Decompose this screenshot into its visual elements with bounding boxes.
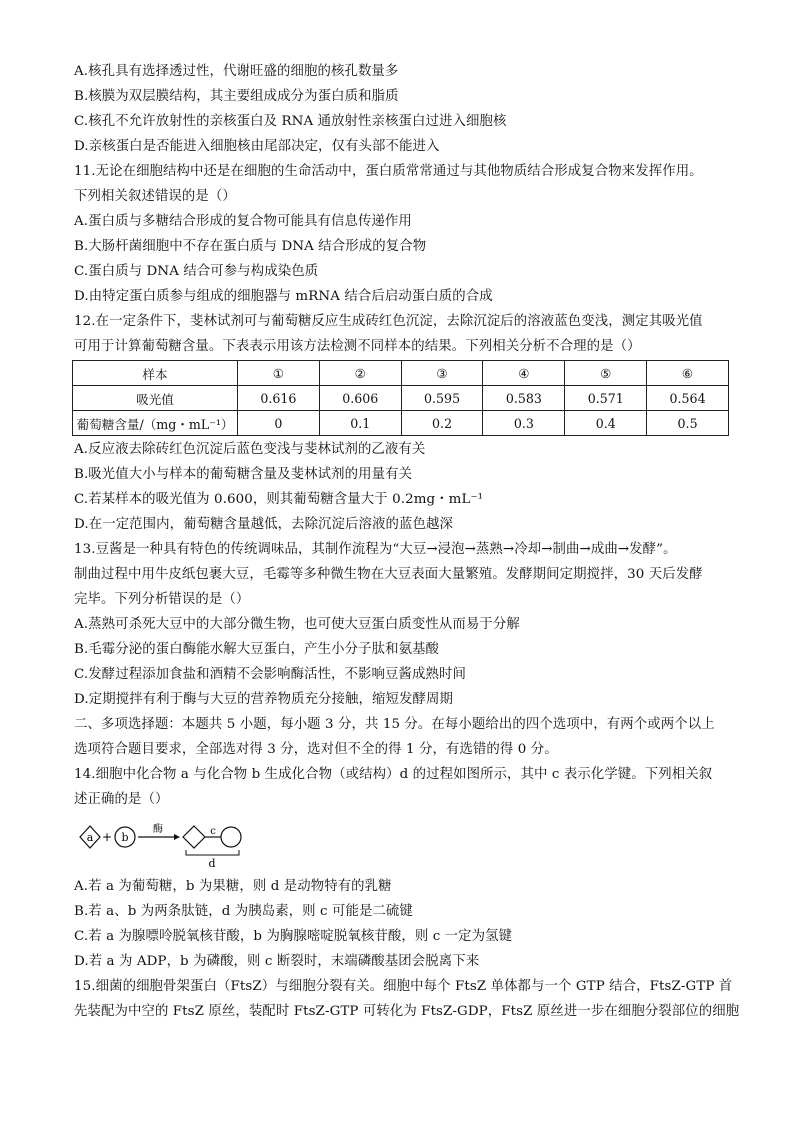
q14-option-b: B.若 a、b 为两条肽链，d 为胰岛素，则 c 可能是二硫键 [74, 904, 413, 919]
label-a: a [86, 831, 94, 844]
label-d: d [208, 857, 216, 870]
reaction-diagram [76, 822, 256, 872]
circle-d-shape [221, 827, 241, 847]
q15-stem: 15.细菌的细胞骨架蛋白（FtsZ）与细胞分裂有关。细胞中每个 FtsZ 单体都与一个 GTP 结合，FtsZ-GTP 首 [74, 979, 733, 994]
table-header-cell: 样本 [73, 361, 238, 386]
q12-stem: 12.在一定条件下，斐林试剂可与葡萄糖反应生成砖红色沉淀，去除沉淀后的溶液蓝色变浅，测定其吸光值 [74, 314, 703, 329]
q11-option-d: D.由特定蛋白质参与组成的细胞器与 mRNA 结合后启动蛋白质的合成 [74, 289, 493, 304]
q14-option-c: C.若 a 为腺嘌呤脱氧核苷酸，b 为胸腺嘧啶脱氧核苷酸，则 c 一定为氢键 [74, 929, 513, 944]
table-cell: 0.564 [647, 386, 729, 411]
table-cell: ③ [401, 361, 483, 386]
table-cell: 0.5 [647, 411, 729, 436]
q10-option-d: D.亲核蛋白是否能进入细胞核由尾部决定，仅有头部不能进入 [74, 139, 440, 154]
q13-option-a: A.蒸熟可杀死大豆中的大部分微生物，也可使大豆蛋白质变性从而易于分解 [74, 617, 520, 632]
arrow-head-icon [174, 834, 180, 840]
table-cell: 0.606 [319, 386, 401, 411]
table-cell: ① [238, 361, 320, 386]
q14-option-a: A.若 a 为葡萄糖，b 为果糖，则 d 是动物特有的乳糖 [74, 879, 392, 894]
table-row [73, 386, 729, 411]
table-cell: 0.616 [238, 386, 320, 411]
q11-option-a: A.蛋白质与多糖结合形成的复合物可能具有信息传递作用 [74, 214, 412, 229]
absorbance-table [72, 360, 729, 436]
q10-option-b: B.核膜为双层膜结构，其主要组成成分为蛋白质和脂质 [74, 89, 399, 104]
table-header-cell: 吸光值 [73, 386, 238, 411]
q11-stem-cont: 下列相关叙述错误的是（） [74, 189, 236, 204]
q13-stem-cont2: 完毕。下列分析错误的是（） [74, 592, 250, 607]
table-cell: ⑤ [565, 361, 647, 386]
q13-option-b: B.毛霉分泌的蛋白酶能水解大豆蛋白，产生小分子肽和氨基酸 [74, 642, 440, 657]
table-cell: 0 [238, 411, 320, 436]
q13-stem-cont: 制曲过程中用牛皮纸包裹大豆，毛霉等多种微生物在大豆表面大量繁殖。发酵期间定期搅拌，30 天后发酵 [74, 567, 703, 582]
table-cell: 0.583 [483, 386, 565, 411]
q14-stem-cont: 述正确的是（） [74, 792, 169, 807]
table-cell: ⑥ [647, 361, 729, 386]
q12-stem-cont: 可用于计算葡萄糖含量。下表表示用该方法检测不同样本的结果。下列相关分析不合理的是（） [74, 339, 641, 354]
table-cell: 0.595 [401, 386, 483, 411]
q15-stem-cont: 先装配为中空的 FtsZ 原丝，装配时 FtsZ-GTP 可转化为 FtsZ-GDP，FtsZ 原丝进一步在细胞分裂部位的细胞 [74, 1004, 740, 1019]
q12-option-c: C.若某样本的吸光值为 0.600，则其葡萄糖含量大于 0.2mg・mL⁻¹ [74, 492, 484, 507]
enzyme-label: 酶 [153, 824, 163, 835]
table-cell: 0.4 [565, 411, 647, 436]
table-cell: ④ [483, 361, 565, 386]
q11-stem: 11.无论在细胞结构中还是在细胞的生命活动中，蛋白质常常通过与其他物质结合形成复合物来发挥作用。 [74, 164, 703, 179]
section-2-heading: 二、多项选择题：本题共 5 小题，每小题 3 分，共 15 分。在每小题给出的四个选项中，有两个或两个以上 [74, 717, 715, 732]
q10-option-a: A.核孔具有选择透过性，代谢旺盛的细胞的核孔数量多 [74, 64, 399, 79]
table-cell: 0.571 [565, 386, 647, 411]
table-cell: 0.1 [319, 411, 401, 436]
table-row [73, 411, 729, 436]
q11-option-c: C.蛋白质与 DNA 结合可参与构成染色质 [74, 264, 319, 279]
label-c: c [210, 826, 216, 837]
q12-option-b: B.吸光值大小与样本的葡萄糖含量及斐林试剂的用量有关 [74, 467, 413, 482]
q13-option-d: D.定期搅拌有利于酶与大豆的营养物质充分接触，缩短发酵周期 [74, 692, 453, 707]
q10-option-c: C.核孔不允许放射性的亲核蛋白及 RNA 通放射性亲核蛋白过进入细胞核 [74, 114, 507, 129]
q11-option-b: B.大肠杆菌细胞中不存在蛋白质与 DNA 结合形成的复合物 [74, 239, 427, 254]
table-header-cell: 葡萄糖含量/（mg・mL⁻¹） [73, 411, 238, 436]
table-cell: 0.2 [401, 411, 483, 436]
label-b: b [121, 831, 129, 844]
plus-sign: + [101, 830, 113, 844]
bracket-d [186, 850, 239, 855]
table-cell: 0.3 [483, 411, 565, 436]
q12-option-d: D.在一定范围内，葡萄糖含量越低，去除沉淀后溶液的蓝色越深 [74, 517, 453, 532]
q13-option-c: C.发酵过程添加食盐和酒精不会影响酶活性，不影响豆酱成熟时间 [74, 667, 466, 682]
q13-stem: 13.豆酱是一种具有特色的传统调味品，其制作流程为“大豆→浸泡→蒸熟→冷却→制曲→成曲→发酵”。 [74, 542, 677, 557]
q14-stem: 14.细胞中化合物 a 与化合物 b 生成化合物（或结构）d 的过程如图所示，其中 c 表示化学键。下列相关叙 [74, 767, 713, 782]
section-2-heading-cont: 选项符合题目要求，全部选对得 3 分，选对但不全的得 1 分，有选错的得 0 分。 [74, 742, 558, 757]
diamond-d-shape [183, 826, 205, 848]
q14-option-d: D.若 a 为 ADP，b 为磷酸，则 c 断裂时，末端磷酸基团会脱离下来 [74, 954, 480, 969]
table-row [73, 361, 729, 386]
q12-option-a: A.反应液去除砖红色沉淀后蓝色变浅与斐林试剂的乙液有关 [74, 442, 426, 457]
table-cell: ② [319, 361, 401, 386]
